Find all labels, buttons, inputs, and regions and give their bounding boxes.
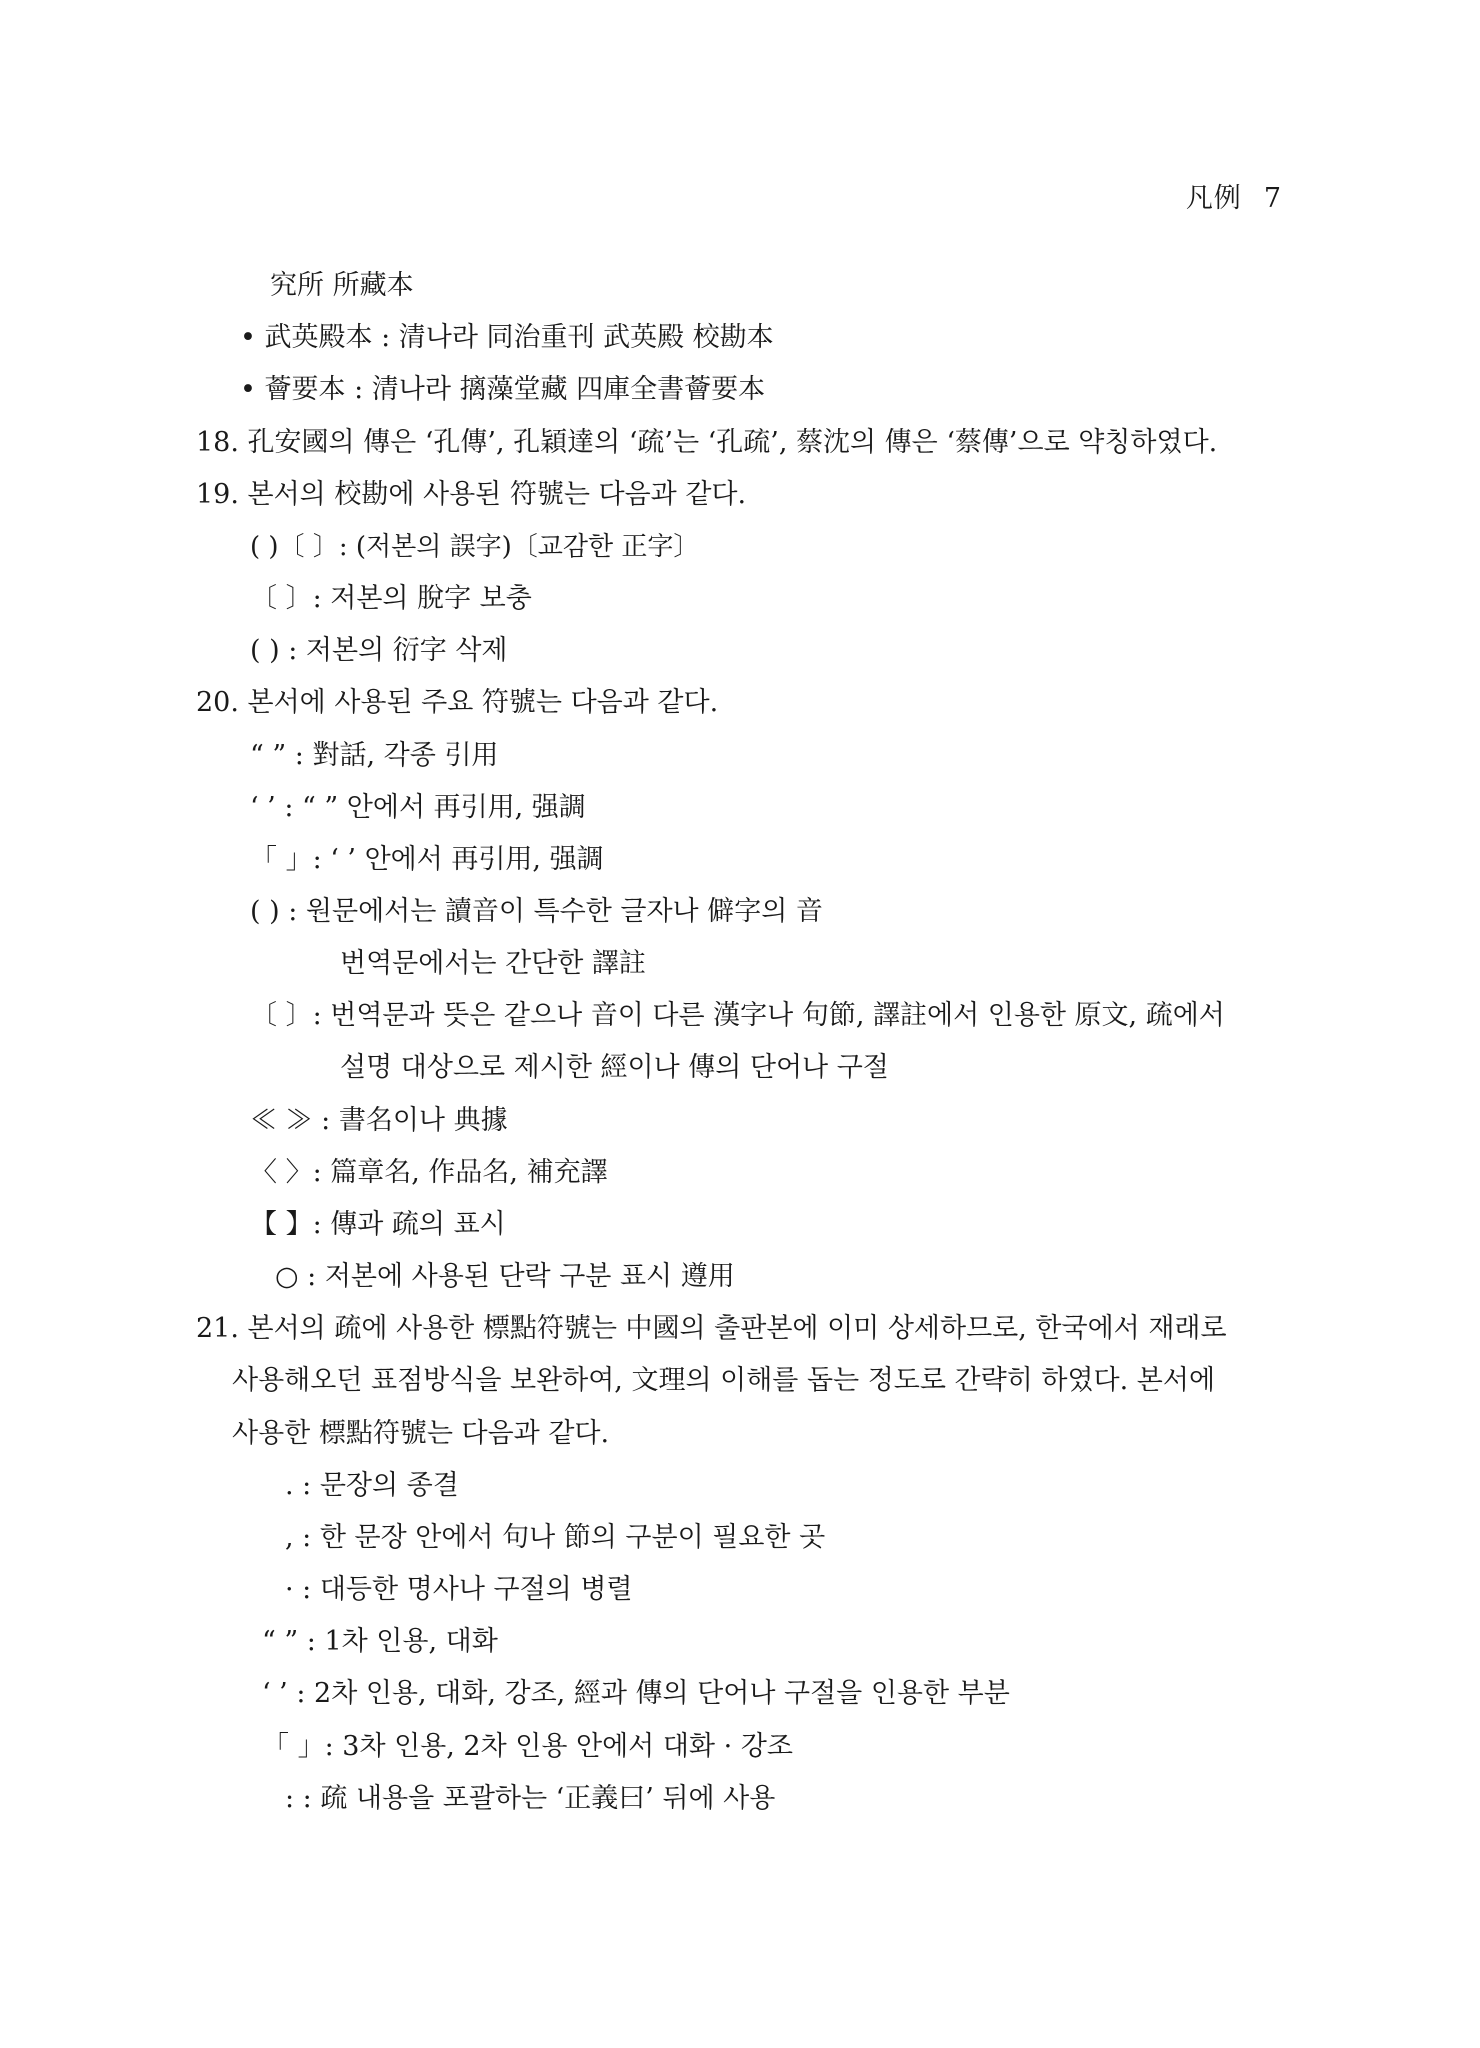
- text-line: , : 한 문장 안에서 句나 節의 구분이 필요한 곳: [285, 1522, 826, 1553]
- running-header: [1186, 176, 1282, 215]
- text-line: 설명 대상으로 제시한 經이나 傳의 단어나 구절: [340, 1052, 889, 1083]
- text-line: 21. 본서의 疏에 사용한 標點符號는 中國의 출판본에 이미 상세하므로, 한국에서 재래로: [196, 1313, 1227, 1344]
- text-line: • 武英殿本 : 清나라 同治重刊 武英殿 校勘本: [240, 322, 774, 353]
- text-line: 〔 〕: 저본의 脫字 보충: [250, 583, 532, 614]
- header-title: 凡例: [1185, 183, 1242, 214]
- text-line: 19. 본서의 校勘에 사용된 符號는 다음과 같다.: [196, 479, 747, 510]
- text-line: ○ : 저본에 사용된 단락 구분 표시 遵用: [275, 1261, 735, 1292]
- text-line: : : 疏 내용을 포괄하는 ‘正義曰’ 뒤에 사용: [285, 1783, 776, 1814]
- text-line: 「 」: 3차 인용, 2차 인용 안에서 대화 · 강조: [262, 1731, 793, 1762]
- page-number: 7: [1263, 183, 1282, 214]
- text-line: ( ) : 저본의 衍字 삭제: [250, 635, 508, 666]
- text-line: “ ” : 1차 인용, 대화: [262, 1626, 498, 1657]
- text-line: ( )〔 〕: (저본의 誤字)〔교감한 正字〕: [250, 532, 700, 562]
- text-line: 18. 孔安國의 傳은 ‘孔傳’, 孔穎達의 ‘疏’는 ‘孔疏’, 蔡沈의 傳은 ‘蔡傳’으로 약칭하였다.: [196, 427, 1218, 458]
- text-line: . : 문장의 종결: [285, 1470, 459, 1501]
- text-line: 究所 所藏本: [270, 270, 414, 301]
- text-line: ‘ ’ : 2차 인용, 대화, 강조, 經과 傳의 단어나 구절을 인용한 부분: [262, 1678, 1010, 1709]
- text-line: ( ) : 원문에서는 讀音이 특수한 글자나 僻字의 音: [250, 896, 823, 927]
- text-line: 「 」: ‘ ’ 안에서 再引用, 强調: [250, 844, 604, 875]
- text-line: 20. 본서에 사용된 주요 符號는 다음과 같다.: [196, 687, 719, 718]
- text-line: 사용해오던 표점방식을 보완하여, 文理의 이해를 돕는 정도로 간략히 하였다. 본서에: [232, 1365, 1216, 1396]
- text-line: ≪ ≫ : 書名이나 典據: [250, 1105, 508, 1136]
- text-line: ‘ ’ : “ ” 안에서 再引用, 强調: [250, 792, 586, 823]
- text-line: 사용한 標點符號는 다음과 같다.: [232, 1418, 610, 1449]
- text-line: 【 】: 傳과 疏의 표시: [250, 1209, 506, 1240]
- text-line: 번역문에서는 간단한 譯註: [340, 948, 646, 979]
- text-line: 〈 〉: 篇章名, 作品名, 補充譯: [250, 1157, 608, 1188]
- text-line: 〔 〕: 번역문과 뜻은 같으나 音이 다른 漢字나 句節, 譯註에서 인용한 原文, 疏에서: [250, 1000, 1225, 1031]
- text-line: “ ” : 對話, 각종 引用: [250, 740, 499, 771]
- text-line: • 薈要本 : 清나라 摛藻堂藏 四庫全書薈要本: [240, 374, 766, 405]
- text-line: · : 대등한 명사나 구절의 병렬: [285, 1574, 633, 1605]
